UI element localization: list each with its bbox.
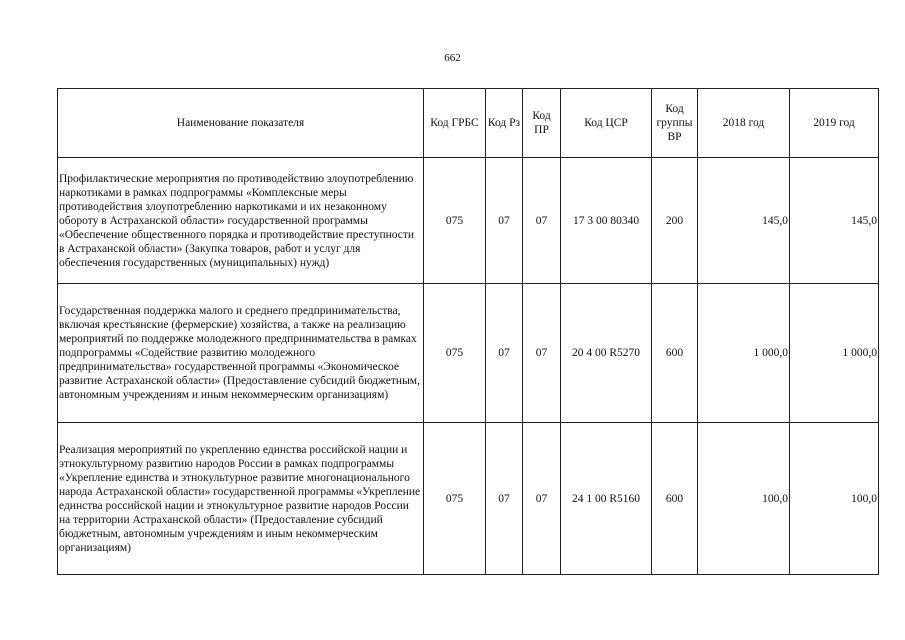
row-rz: 07 [486, 284, 523, 423]
header-2019: 2019 год [790, 89, 879, 158]
row-name: Государственная поддержка малого и среднего предпринимательства, включая крестьянские (фермерские) хозяйства, а также на реализацию мероприятий по поддержке молодежного предпринимательства в рамках подпрограммы «Содействие развитию молодежного предпринимательства» государственной программы «Экономическое развитие Астраханской области» (Предоставление субсидий бюджетным, автономным учреждениям и иным некоммерческим организациям) [58, 284, 424, 423]
header-grbs: Код ГРБС [424, 89, 486, 158]
row-2019: 1 000,0 [790, 284, 879, 423]
row-vr: 200 [652, 158, 698, 284]
header-2018: 2018 год [698, 89, 790, 158]
header-vr: Код группы ВР [652, 89, 698, 158]
table-row [58, 423, 879, 575]
page-number: 662 [444, 52, 461, 64]
header-csr: Код ЦСР [561, 89, 652, 158]
row-vr: 600 [652, 284, 698, 423]
row-2018: 145,0 [698, 158, 790, 284]
table-header-row [58, 89, 879, 158]
row-csr: 17 3 00 80340 [561, 158, 652, 284]
row-csr: 24 1 00 R5160 [561, 423, 652, 575]
row-grbs: 075 [424, 158, 486, 284]
row-vr: 600 [652, 423, 698, 575]
row-name: Реализация мероприятий по укреплению единства российской нации и этнокультурному развитию народов России в рамках подпрограммы «Укрепление единства и этнокультурное развитие многонационального народа Астраханской области» государственной программы «Укрепление единства российской нации и этнокультурное развитие народов России на территории Астраханской области» (Предоставление субсидий бюджетным, автономным учреждениям и иным некоммерческим организациям) [58, 423, 424, 575]
row-grbs: 075 [424, 284, 486, 423]
row-rz: 07 [486, 423, 523, 575]
budget-table [57, 88, 879, 575]
row-name: Профилактические мероприятия по противодействию злоупотреблению наркотиками в рамках подпрограммы «Комплексные меры противодействия злоупотреблению наркотиками и их незаконному обороту в Астраханской области» государственной программы «Обеспечение общественного порядка и противодействие преступности в Астраханской области» (Закупка товаров, работ и услуг для обеспечения государственных (муниципальных) нужд) [58, 158, 424, 284]
header-rz: Код Рз [486, 89, 523, 158]
row-pr: 07 [523, 423, 561, 575]
row-2018: 100,0 [698, 423, 790, 575]
row-grbs: 075 [424, 423, 486, 575]
row-csr: 20 4 00 R5270 [561, 284, 652, 423]
row-2019: 145,0 [790, 158, 879, 284]
row-pr: 07 [523, 158, 561, 284]
row-2018: 1 000,0 [698, 284, 790, 423]
table-row [58, 158, 879, 284]
row-pr: 07 [523, 284, 561, 423]
header-pr: Код ПР [523, 89, 561, 158]
table-row [58, 284, 879, 423]
row-2019: 100,0 [790, 423, 879, 575]
header-name: Наименование показателя [58, 89, 424, 158]
row-rz: 07 [486, 158, 523, 284]
